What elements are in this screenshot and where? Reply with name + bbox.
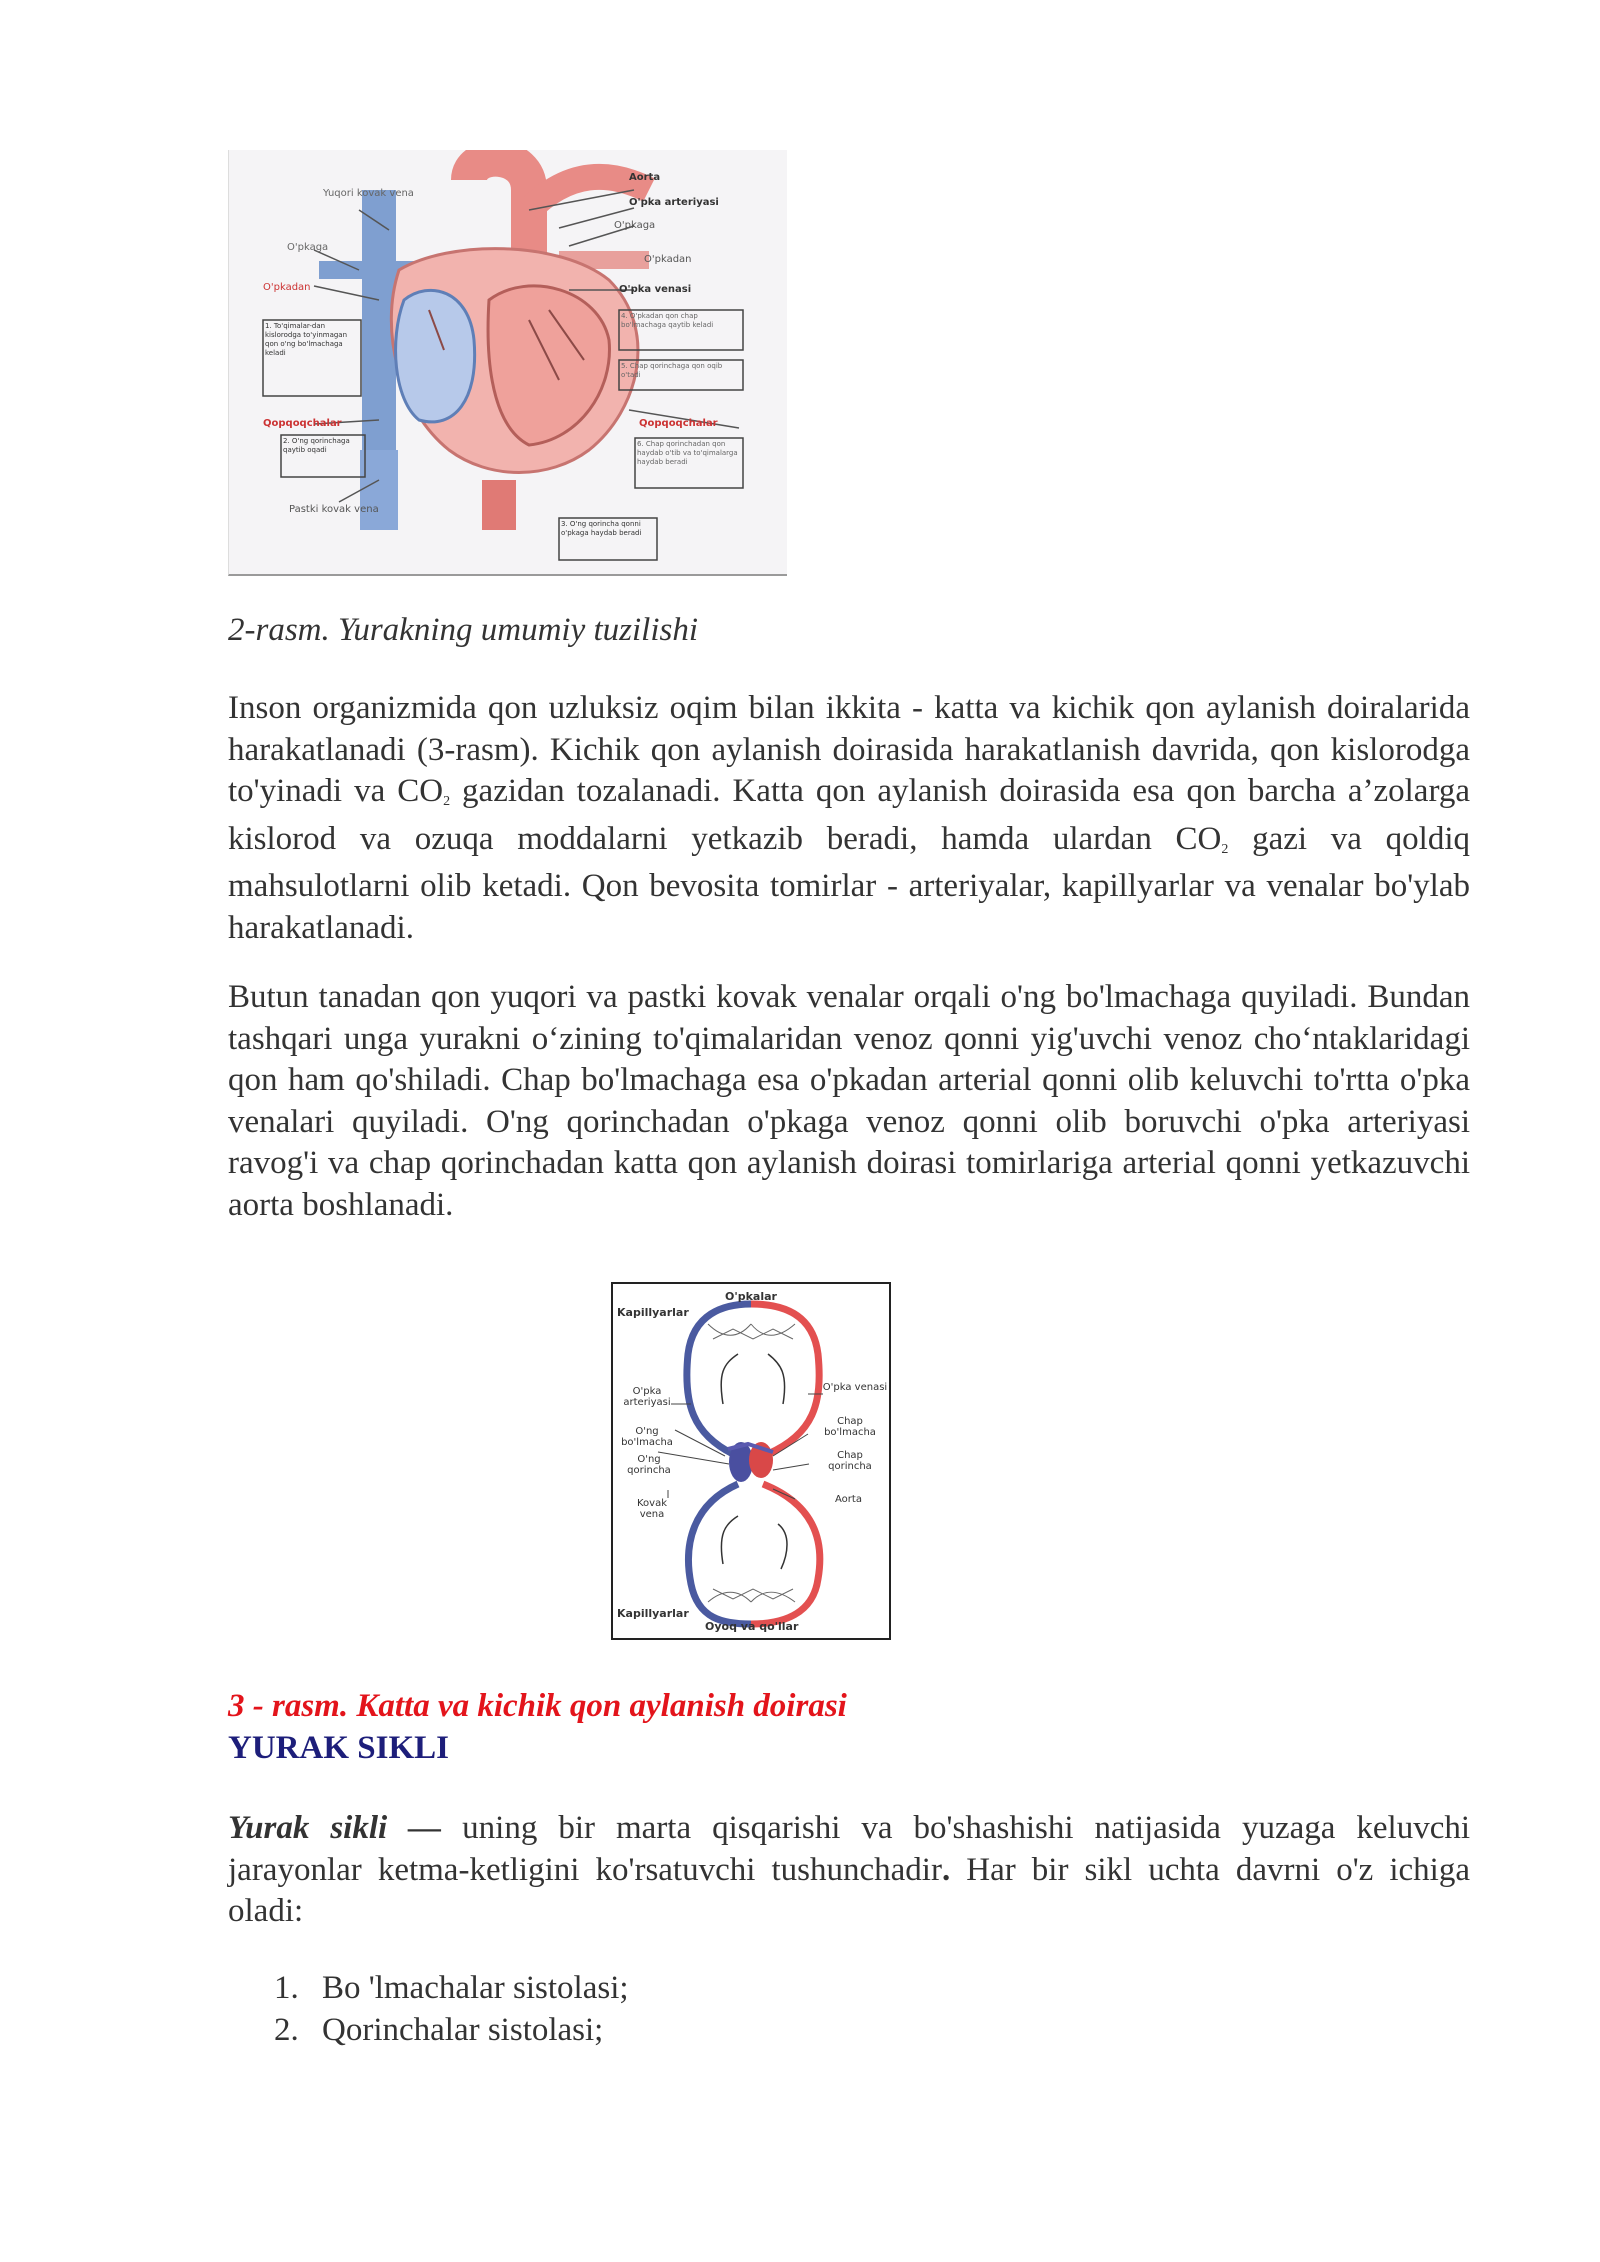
paragraph-1-text-b: gazidan tozalanadi. Katta qon aylanish doirasida esa qon barcha a’zolarga kislorod va ozuqa moddalarni yetkazib beradi, hamda ulardan CO [228,773,1470,857]
label-opkalar: O'pkalar [725,1290,777,1303]
label-chap-qorincha: Chap qorincha [828,1450,872,1472]
label-opkaga-left: O'pkaga [287,242,329,253]
label-opka-venasi: O'pka venasi [619,284,692,295]
label-kapillyarlar-top: Kapillyarlar [617,1306,689,1319]
label-opkadan-right: O'pkadan [644,254,692,265]
label-opka-arteriyasi: O'pka arteriyasi [629,197,719,208]
label-ong-bolmacha: O'ng bo'lmacha [621,1426,673,1448]
label-aorta: Aorta [835,1494,862,1505]
label-box-4: 4. O'pkadan qon chap bo'lmachaga qaytib keladi [621,312,714,329]
paragraph-circulation [228,688,1470,949]
label-qopqoqchalar-left: Qopqoqchalar [263,418,342,429]
label-opkaga: O'pkaga [614,220,656,231]
label-kapillyarlar-bottom: Kapillyarlar [617,1607,689,1620]
label-kovak-vena: Kovak vena [636,1498,667,1520]
label-box-1: 1. To'qimalar-dan kislorodga to'yinmagan qon o'ng bo'lmachaga keladi [265,322,348,357]
label-opka-arteriyasi: O'pka arteriyasi [623,1386,671,1408]
heart-structure-figure [228,150,787,576]
cycle-phases-list [274,1968,629,2051]
label-qopqoqchalar-right: Qopqoqchalar [639,418,718,429]
definition-text-2: Har bir sikl uchta davrni o'z ichiga oladi: [228,1851,1470,1929]
label-aorta: Aorta [629,172,661,183]
figure-3-caption: 3 - rasm. Katta va kichik qon aylanish doirasi [228,1688,847,1724]
subscript-2-b: 2 [1221,841,1229,857]
circulation-figure [611,1282,891,1640]
label-pastki-kovak-vena: Pastki kovak vena [289,504,379,515]
list-item-number: 1. [274,1970,299,2006]
list-item-number: 2. [274,2011,299,2048]
definition-dot: . [941,1851,951,1888]
circulation-diagram [613,1284,889,1638]
paragraph-heart-chambers: Butun tanadan qon yuqori va pastki kovak venalar orqali o'ng bo'lmachaga quyiladi. Bundan tashqari unga yurakni o‘zining to'qimalaridan venoz qonni yig'uvchi venoz cho‘ntaklaridagi qon ham qo'shiladi. Chap bo'lmachaga esa o'pkadan arterial qonni olib keluvchi to'rtta o'pka venalari quyiladi. O'ng qorinchadan o'pkaga venoz qonni olib boruvchi o'pka arteriyasi ravog'i va chap qorinchadan katta qon aylanish doirasi tomirlariga arterial qonni yetkazuvchi aorta boshlanadi. [228,979,1470,1223]
subscript-2-a: 2 [443,794,451,809]
list-item [274,1968,629,2010]
list-item [274,2010,629,2052]
heart-diagram [229,150,787,574]
label-oyoq-qollar: Oyoq va qo'llar [705,1620,799,1633]
label-opkadan-left: O'pkadan [263,282,311,293]
list-item-text: Bo 'lmachalar sistolasi; [322,1970,629,2006]
label-opka-venasi: O'pka venasi [822,1382,888,1393]
label-box-2: 2. O'ng qorinchaga qaytib oqadi [283,437,350,454]
paragraph-1-text-a: Inson organizmida qon uzluksiz oqim bilan ikkita - katta va kichik qon aylanish doiralarida harakatlanadi (3-rasm). Kichik qon aylanish doirasida harakatlanish davrida, qon kislorodga to'yinadi va CO [228,690,1470,809]
label-yuqori-kovak-vena: Yuqori kovak vena [323,188,414,199]
paragraph-1-text-c: gazi va qoldiq mahsulotlarni olib ketadi. Qon bevosita tomirlar - arteriyalar, kapillyarlar va venalar bo'ylab harakatlanadi. [228,820,1470,946]
label-box-6: 6. Chap qorinchadan qon haydab o'tib va to'qimalarga haydab beradi [637,440,738,466]
paragraph-definition [228,1808,1470,1933]
label-ong-qorincha: O'ng qorincha [627,1454,671,1476]
label-box-5: 5. Chap qorinchaga qon oqib o'tadi [621,362,723,379]
label-chap-bolmacha: Chap bo'lmacha [824,1416,876,1438]
section-heading: YURAK SIKLI [228,1730,449,1766]
figure-2-caption: 2-rasm. Yurakning umumiy tuzilishi [228,612,698,648]
label-box-3: 3. O'ng qorincha qonni o'pkaga haydab beradi [561,520,642,537]
definition-text: uning bir marta qisqarishi va bo'shashishi natijasida yuzaga keluvchi jarayonlar ketma-ketligini ko'rsatuvchi tushunchadir [228,1810,1471,1888]
definition-term: Yurak sikli — [228,1810,442,1846]
list-item-text: Qorinchalar sistolasi; [322,2011,604,2048]
